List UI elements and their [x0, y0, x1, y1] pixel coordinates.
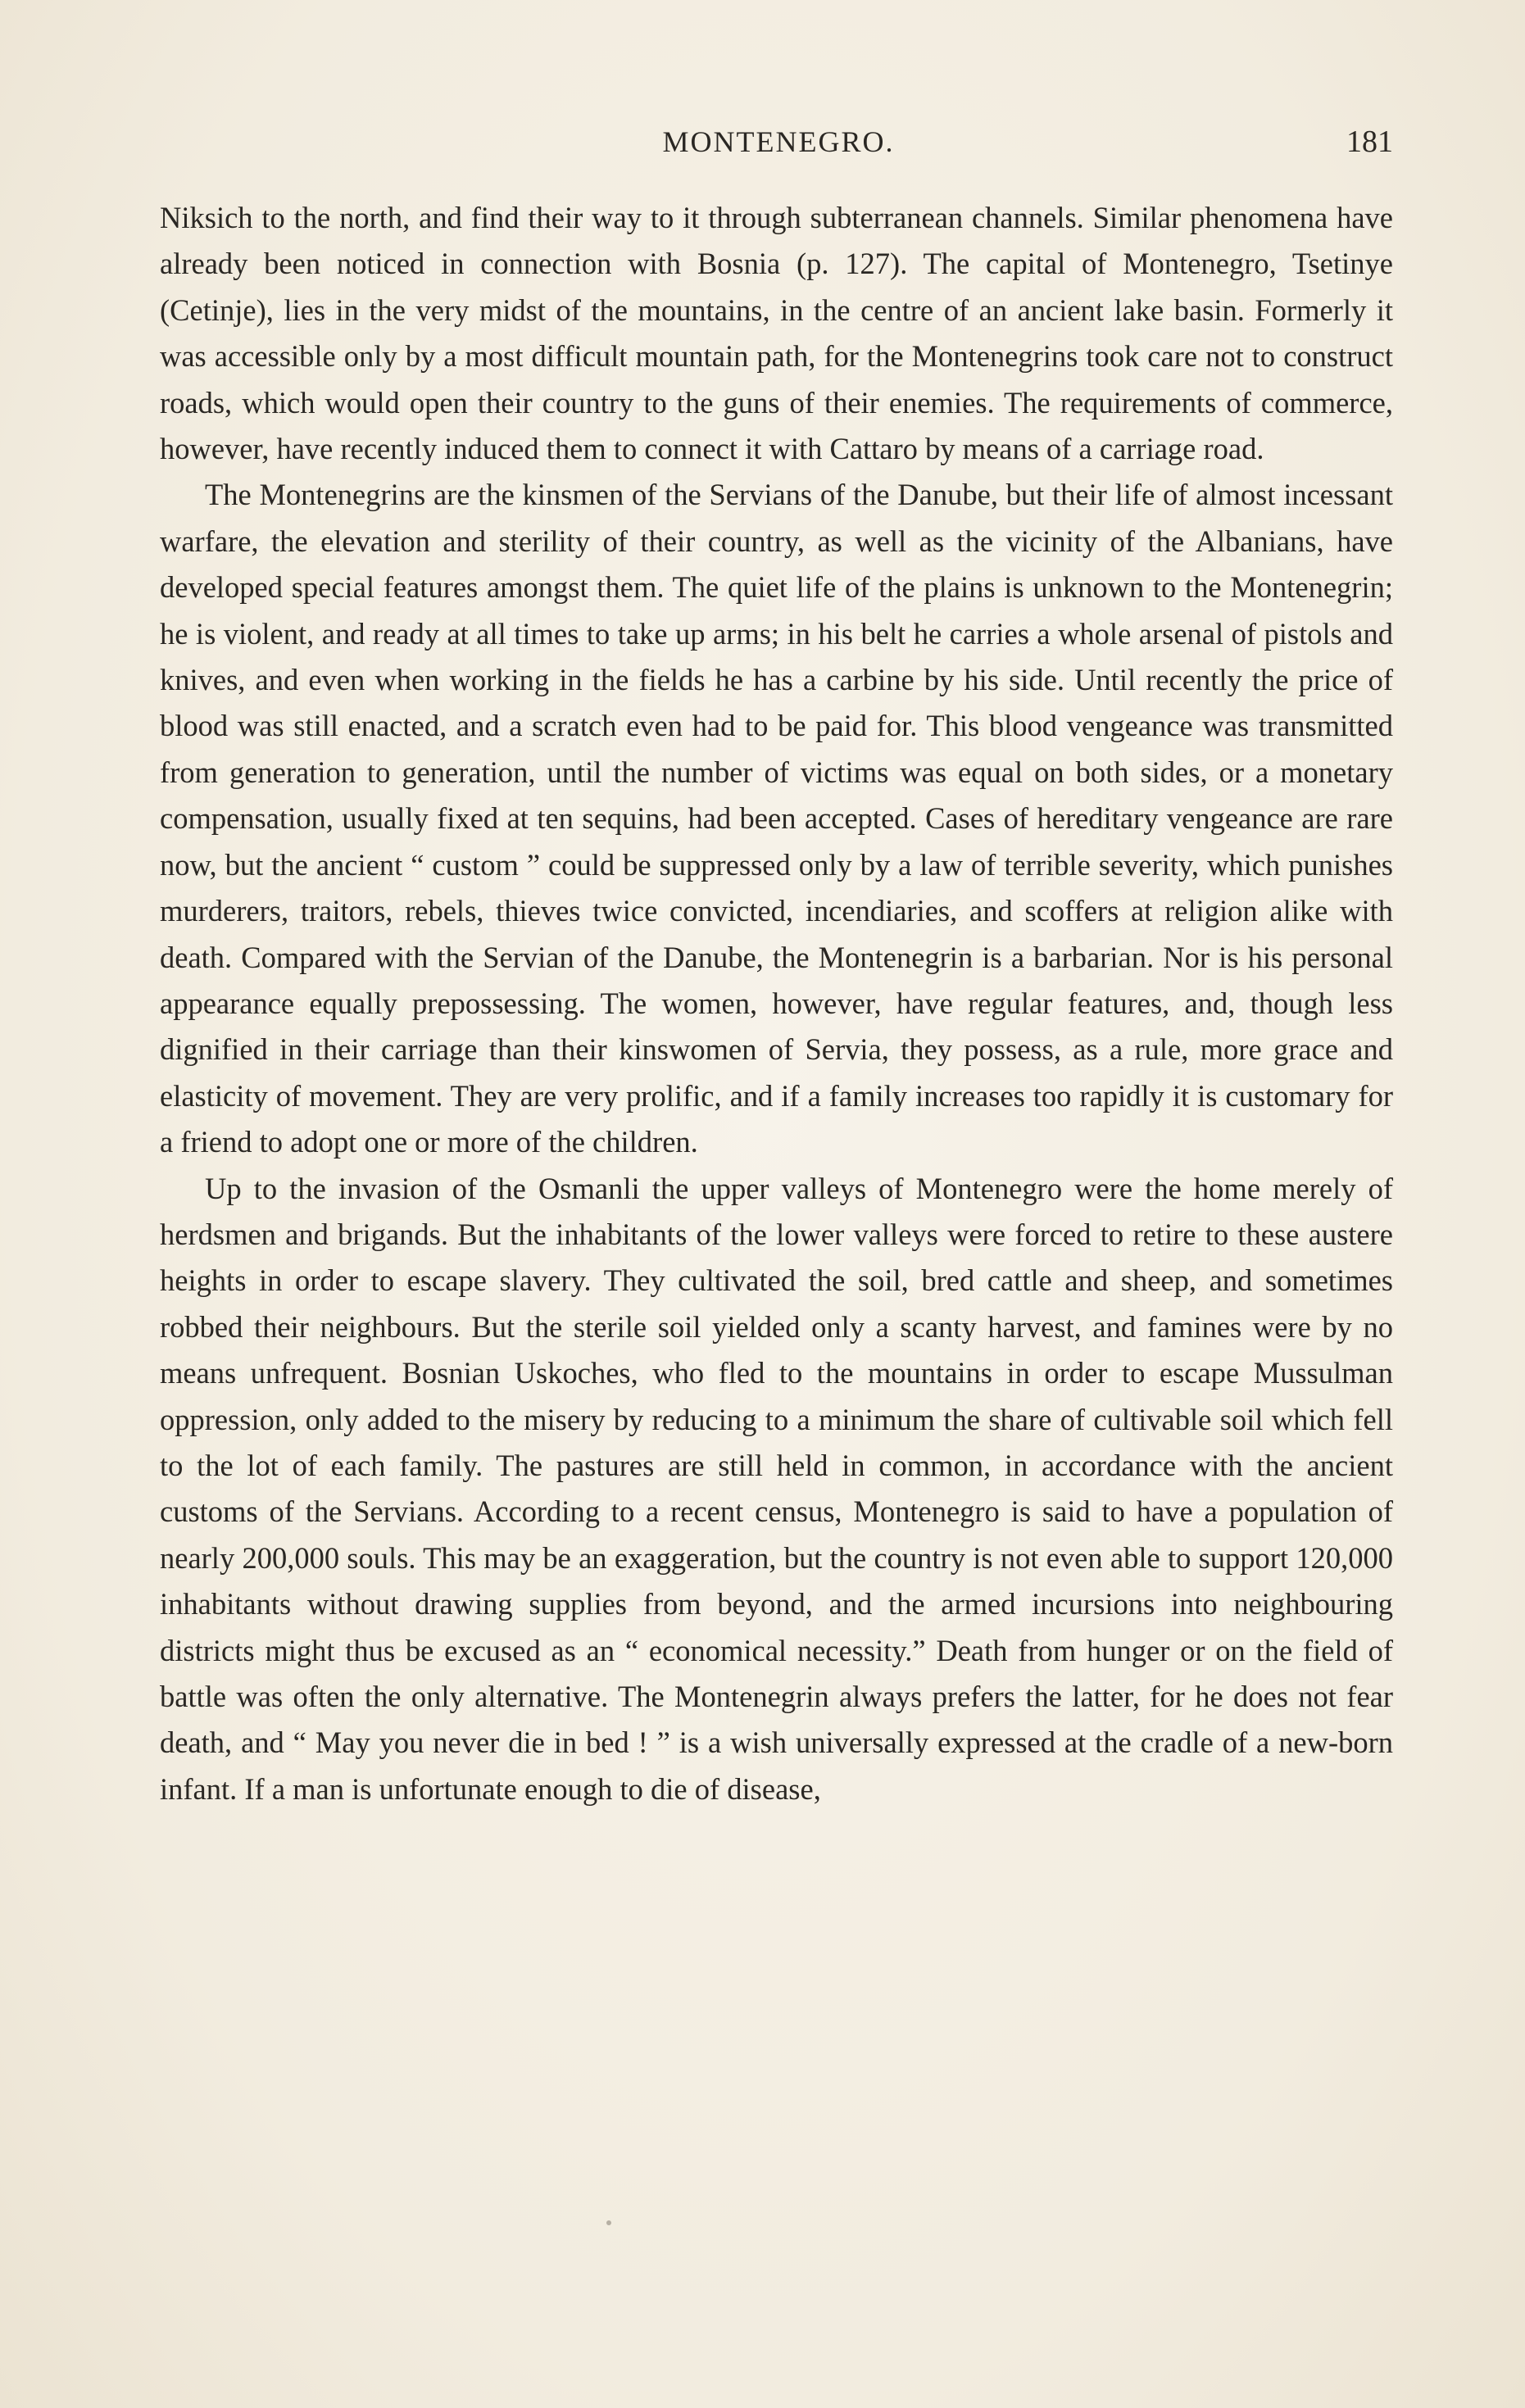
body-text: [160, 195, 1393, 1812]
paper-speck: [606, 2220, 611, 2225]
running-title: MONTENEGRO.: [662, 125, 895, 158]
page-number: 181: [1346, 125, 1393, 159]
running-head: [164, 121, 1393, 162]
paragraph: Up to the invasion of the Osmanli the upper valleys of Montenegro were the home merely of herdsmen and brigands. But the inhabitants of the lower valleys were forced to retire to these austere heights in order to escape slavery. They cultivated the soil, bred cattle and sheep, and sometimes robbed their neighbours. But the sterile soil yielded only a scanty harvest, and famines were by no means unfrequent. Bosnian Uskoches, who fled to the mountains in order to escape Mussulman oppression, only added to the misery by reducing to a minimum the share of cultivable soil which fell to the lot of each family. The pastures are still held in common, in accordance with the ancient customs of the Servians. According to a recent census, Montenegro is said to have a population of nearly 200,000 souls. This may be an exaggeration, but the country is not even able to support 120,000 inhabitants without drawing supplies from beyond, and the armed incursions into neighbouring districts might thus be excused as an “ economical necessity.” Death from hunger or on the field of battle was often the only alternative. The Montenegrin always prefers the latter, for he does not fear death, and “ May you never die in bed ! ” is a wish universally expressed at the cradle of a new-born infant. If a man is unfortunate enough to die of disease,: [160, 1171, 1393, 1806]
paragraph: The Montenegrins are the kinsmen of the Servians of the Danube, but their life of almost incessant warfare, the elevation and sterility of their country, as well as the vicinity of the Albanians, have developed special features amongst them. The quiet life of the plains is unknown to the Montenegrin; he is violent, and ready at all times to take up arms; in his belt he carries a whole arsenal of pistols and knives, and even when working in the fields he has a carbine by his side. Until recently the price of blood was still enacted, and a scratch even had to be paid for. This blood vengeance was transmitted from generation to generation, until the number of victims was equal on both sides, or a monetary compensation, usually fixed at ten sequins, had been accepted. Cases of hereditary vengeance are rare now, but the ancient “ custom ” could be suppressed only by a law of terrible severity, which punishes murderers, traitors, rebels, thieves twice convicted, incendiaries, and scoffers at religion alike with death. Compared with the Servian of the Danube, the Montenegrin is a barbarian. Nor is his personal appearance equally prepossessing. The women, however, have regular features, and, though less dignified in their carriage than their kinswomen of Servia, they possess, as a rule, more grace and elasticity of movement. They are very prolific, and if a family increases too rapidly it is customary for a friend to adopt one or more of the children.: [160, 478, 1393, 1159]
paragraph: Niksich to the north, and find their way to it through subterranean channels. Similar phenomena have already been noticed in connection with Bosnia (p. 127). The capital of Montenegro, Tsetinye (Cetinje), lies in the very midst of the mountains, in the centre of an ancient lake basin. Formerly it was accessible only by a most difficult mountain path, for the Montenegrins took care not to construct roads, which would open their country to the guns of their enemies. The requirements of commerce, however, have recently induced them to connect it with Cattaro by means of a carriage road.: [160, 201, 1393, 466]
